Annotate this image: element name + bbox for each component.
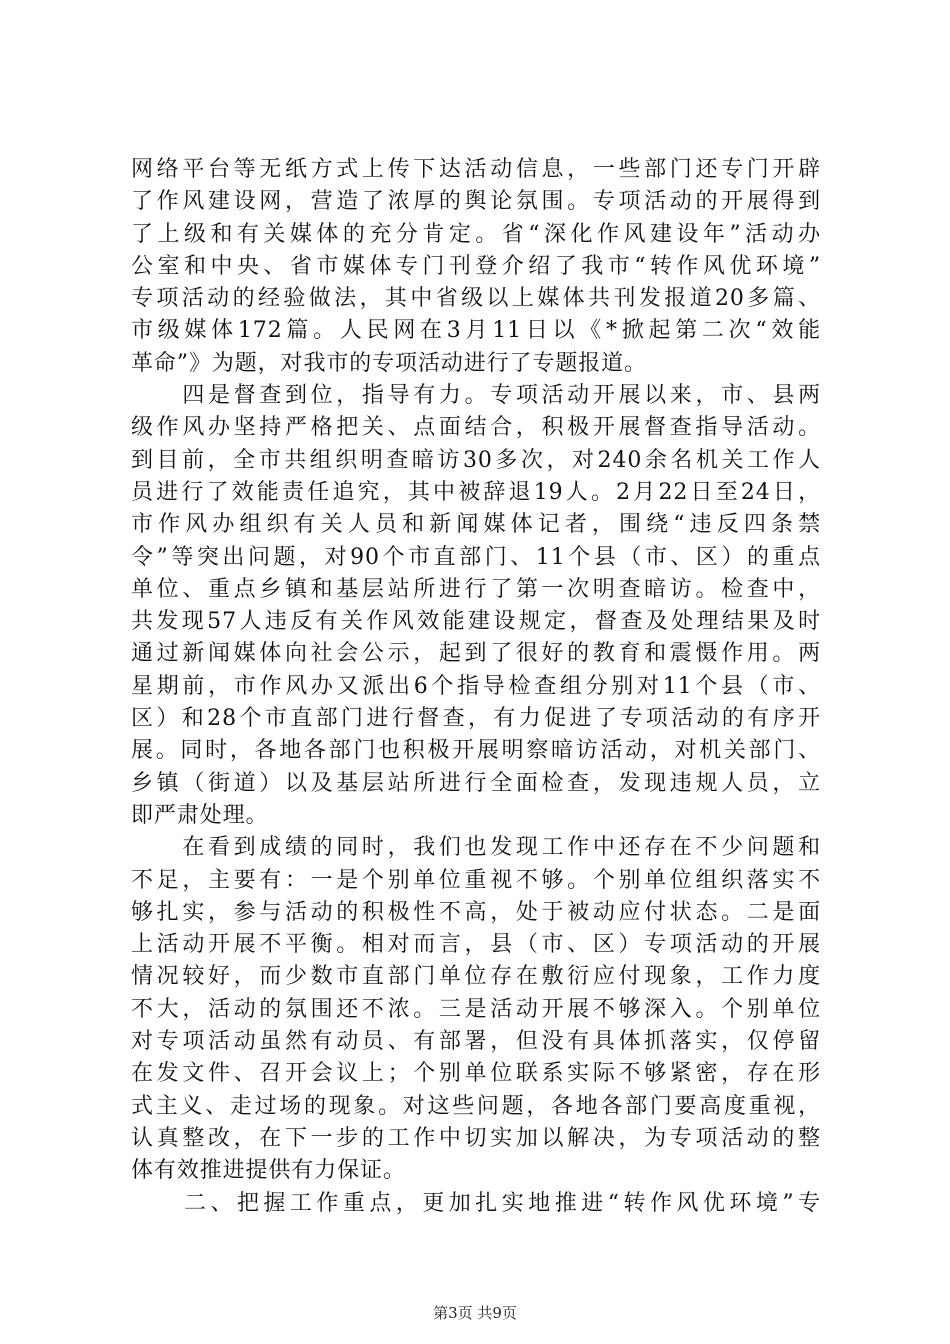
text-line: 在发文件、召开会议上；个别单位联系实际不够紧密，存在形 xyxy=(131,1061,821,1087)
text-line: 单位、重点乡镇和基层站所进行了第一次明查暗访。检查中， xyxy=(131,576,821,602)
text-line: 了作风建设网，营造了浓厚的舆论氛围。专项活动的开展得到 xyxy=(131,189,821,215)
text-line: 不足，主要有：一是个别单位重视不够。个别单位组织落实不 xyxy=(131,867,821,893)
page-number-footer: 第3页 共9页 xyxy=(433,1304,517,1322)
text-line: 令”等突出问题，对90个市直部门、11个县（市、区）的重点 xyxy=(131,544,821,570)
text-line: 公室和中央、省市媒体专门刊登介绍了我市“转作风优环境” xyxy=(131,253,821,279)
text-line: 体有效推进提供有力保证。 xyxy=(131,1158,406,1184)
text-line: 市级媒体172篇。人民网在3月11日以《*掀起第二次“效能 xyxy=(131,318,821,344)
text-line: 情况较好，而少数市直部门单位存在敷衍应付现象，工作力度 xyxy=(131,964,821,990)
text-line: 员进行了效能责任追究，其中被辞退19人。2月22日至24日， xyxy=(131,479,821,505)
text-line: 专项活动的经验做法，其中省级以上媒体共刊发报道20多篇、 xyxy=(131,286,821,312)
text-line: 上活动开展不平衡。相对而言，县（市、区）专项活动的开展 xyxy=(131,932,821,958)
text-line: 革命”》为题，对我市的专项活动进行了专题报道。 xyxy=(131,350,647,376)
text-line: 四是督查到位，指导有力。专项活动开展以来，市、县两 xyxy=(131,383,821,409)
text-line: 对专项活动虽然有动员、有部署，但没有具体抓落实，仅停留 xyxy=(131,1029,821,1055)
text-line: 二、把握工作重点，更加扎实地推进“转作风优环境”专 xyxy=(131,1190,821,1216)
text-line: 乡镇（街道）以及基层站所进行全面检查，发现违规人员，立 xyxy=(131,770,821,796)
body-text xyxy=(131,154,821,1220)
text-line: 即严肃处理。 xyxy=(131,802,269,828)
text-line: 到目前，全市共组织明查暗访30多次，对240余名机关工作人 xyxy=(131,447,821,473)
text-line: 展。同时，各地各部门也积极开展明察暗访活动，对机关部门、 xyxy=(131,738,821,764)
text-line: 市作风办组织有关人员和新闻媒体记者，围绕“违反四条禁 xyxy=(131,512,821,538)
text-line: 共发现57人违反有关作风效能建设规定，督查及处理结果及时 xyxy=(131,609,821,635)
text-line: 级作风办坚持严格把关、点面结合，积极开展督查指导活动。 xyxy=(131,415,821,441)
text-line: 不大，活动的氛围还不浓。三是活动开展不够深入。个别单位 xyxy=(131,996,821,1022)
text-line: 区）和28个市直部门进行督查，有力促进了专项活动的有序开 xyxy=(131,706,821,732)
text-line: 星期前，市作风办又派出6个指导检查组分别对11个县（市、 xyxy=(131,673,821,699)
text-line: 认真整改，在下一步的工作中切实加以解决，为专项活动的整 xyxy=(131,1125,821,1151)
text-line: 够扎实，参与活动的积极性不高，处于被动应付状态。二是面 xyxy=(131,899,821,925)
text-line: 通过新闻媒体向社会公示，起到了很好的教育和震慑作用。两 xyxy=(131,641,821,667)
text-line: 式主义、走过场的现象。对这些问题，各地各部门要高度重视， xyxy=(131,1093,821,1119)
text-line: 了上级和有关媒体的充分肯定。省“深化作风建设年”活动办 xyxy=(131,221,821,247)
text-line: 在看到成绩的同时，我们也发现工作中还存在不少问题和 xyxy=(131,835,821,861)
text-line: 网络平台等无纸方式上传下达活动信息，一些部门还专门开辟 xyxy=(131,157,821,182)
